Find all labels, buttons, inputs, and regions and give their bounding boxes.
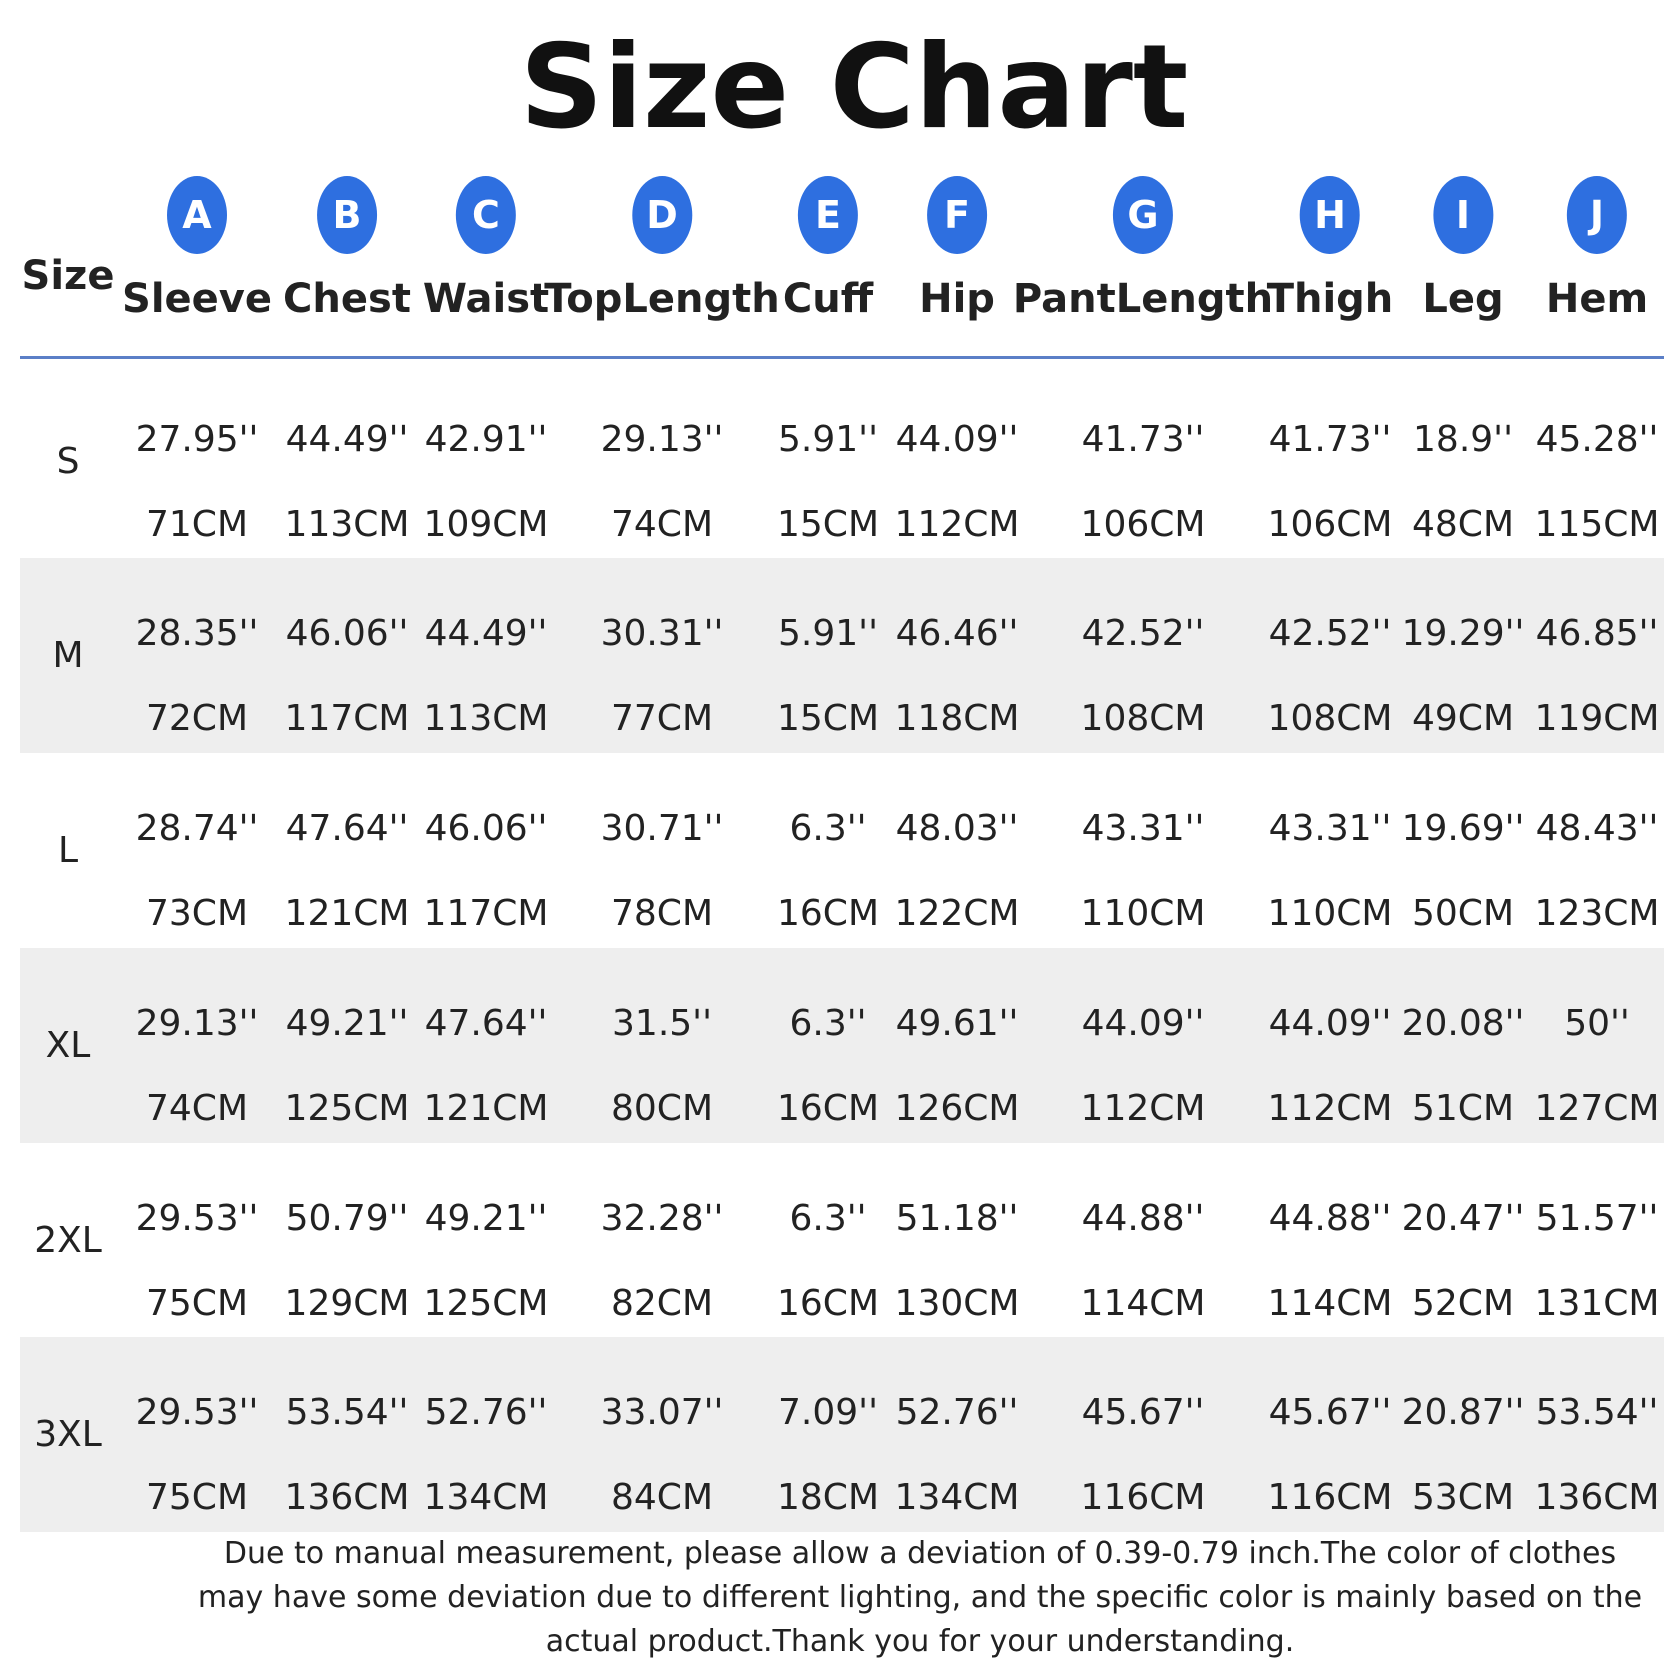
inch-value-cell: 44.09'' <box>1268 1003 1392 1044</box>
size-column-header: Size <box>21 253 115 299</box>
table-row <box>20 753 1664 948</box>
cm-value-cell: 71CM <box>145 504 249 545</box>
inch-value-cell: 30.71'' <box>600 808 724 849</box>
inch-value-cell: 19.69'' <box>1401 808 1525 849</box>
column-label: Chest <box>283 276 411 322</box>
inch-value-cell: 45.28'' <box>1535 419 1659 460</box>
cm-value-cell: 77CM <box>610 698 714 739</box>
cm-value-cell: 136CM <box>1534 1477 1660 1518</box>
inch-value-cell: 51.57'' <box>1535 1198 1659 1239</box>
column-header-cuff <box>783 176 873 356</box>
cm-value-cell: 73CM <box>145 893 249 934</box>
cm-value-cell: 78CM <box>610 893 714 934</box>
inch-value-cell: 41.73'' <box>1081 419 1205 460</box>
cm-value-cell: 53CM <box>1411 1477 1515 1518</box>
row-size-label: 2XL <box>34 1220 102 1261</box>
cm-value-cell: 16CM <box>776 1088 880 1129</box>
inch-value-cell: 5.91'' <box>778 613 878 654</box>
column-header-leg <box>1422 176 1503 356</box>
header-divider <box>20 356 1664 359</box>
column-letter-badge: B <box>317 176 377 254</box>
inch-value-cell: 53.54'' <box>285 1392 409 1433</box>
column-label: PantLength <box>1012 276 1274 322</box>
row-size-label: 3XL <box>34 1414 102 1455</box>
inch-value-cell: 44.88'' <box>1268 1198 1392 1239</box>
cm-value-cell: 16CM <box>776 1283 880 1324</box>
inch-value-cell: 28.35'' <box>135 613 259 654</box>
inch-value-cell: 44.09'' <box>895 419 1019 460</box>
cm-value-cell: 125CM <box>423 1283 549 1324</box>
inch-value-cell: 6.3'' <box>789 1003 867 1044</box>
column-letter-badge: E <box>798 176 858 254</box>
row-size-label: L <box>57 830 79 871</box>
cm-value-cell: 110CM <box>1267 893 1393 934</box>
cm-value-cell: 115CM <box>1534 504 1660 545</box>
inch-value-cell: 50'' <box>1564 1003 1630 1044</box>
cm-value-cell: 117CM <box>423 893 549 934</box>
cm-value-cell: 49CM <box>1411 698 1515 739</box>
inch-value-cell: 44.09'' <box>1081 1003 1205 1044</box>
inch-value-cell: 53.54'' <box>1535 1392 1659 1433</box>
inch-value-cell: 44.88'' <box>1081 1198 1205 1239</box>
cm-value-cell: 18CM <box>776 1477 880 1518</box>
cm-value-cell: 48CM <box>1411 504 1515 545</box>
inch-value-cell: 46.06'' <box>424 808 548 849</box>
inch-value-cell: 44.49'' <box>424 613 548 654</box>
row-size-label: M <box>52 635 84 676</box>
cm-value-cell: 82CM <box>610 1283 714 1324</box>
inch-value-cell: 45.67'' <box>1268 1392 1392 1433</box>
column-header-sleeve <box>122 176 272 356</box>
inch-value-cell: 28.74'' <box>135 808 259 849</box>
column-header-thigh <box>1267 176 1394 356</box>
inch-value-cell: 49.61'' <box>895 1003 1019 1044</box>
inch-value-cell: 47.64'' <box>424 1003 548 1044</box>
cm-value-cell: 74CM <box>145 1088 249 1129</box>
column-label: Hem <box>1545 276 1649 322</box>
inch-value-cell: 43.31'' <box>1268 808 1392 849</box>
inch-value-cell: 46.46'' <box>895 613 1019 654</box>
cm-value-cell: 113CM <box>284 504 410 545</box>
cm-value-cell: 80CM <box>610 1088 714 1129</box>
cm-value-cell: 114CM <box>1080 1283 1206 1324</box>
cm-value-cell: 117CM <box>284 698 410 739</box>
column-header-toplength <box>544 176 779 356</box>
inch-value-cell: 33.07'' <box>600 1392 724 1433</box>
column-letter-badge: A <box>167 176 227 254</box>
cm-value-cell: 127CM <box>1534 1088 1660 1129</box>
inch-value-cell: 30.31'' <box>600 613 724 654</box>
inch-value-cell: 29.13'' <box>600 419 724 460</box>
inch-value-cell: 49.21'' <box>285 1003 409 1044</box>
table-row <box>20 1337 1664 1532</box>
table-row <box>20 558 1664 753</box>
inch-value-cell: 7.09'' <box>778 1392 878 1433</box>
column-letter-badge: I <box>1433 176 1493 254</box>
cm-value-cell: 118CM <box>894 698 1020 739</box>
column-letter-badge: G <box>1113 176 1173 254</box>
inch-value-cell: 43.31'' <box>1081 808 1205 849</box>
inch-value-cell: 49.21'' <box>424 1198 548 1239</box>
inch-value-cell: 19.29'' <box>1401 613 1525 654</box>
inch-value-cell: 46.85'' <box>1535 613 1659 654</box>
cm-value-cell: 108CM <box>1080 698 1206 739</box>
inch-value-cell: 52.76'' <box>895 1392 1019 1433</box>
cm-value-cell: 123CM <box>1534 893 1660 934</box>
row-size-label: XL <box>45 1025 91 1066</box>
cm-value-cell: 74CM <box>610 504 714 545</box>
cm-value-cell: 75CM <box>145 1283 249 1324</box>
inch-value-cell: 42.91'' <box>424 419 548 460</box>
cm-value-cell: 112CM <box>1267 1088 1393 1129</box>
cm-value-cell: 108CM <box>1267 698 1393 739</box>
column-header-hip <box>919 176 995 356</box>
inch-value-cell: 20.47'' <box>1401 1198 1525 1239</box>
column-letter-badge: H <box>1300 176 1360 254</box>
cm-value-cell: 106CM <box>1080 504 1206 545</box>
inch-value-cell: 6.3'' <box>789 1198 867 1239</box>
table-row <box>20 948 1664 1143</box>
inch-value-cell: 18.9'' <box>1413 419 1513 460</box>
column-label: Thigh <box>1266 276 1394 322</box>
cm-value-cell: 113CM <box>423 698 549 739</box>
inch-value-cell: 41.73'' <box>1268 419 1392 460</box>
page-title: Size Chart <box>519 20 1189 155</box>
cm-value-cell: 134CM <box>894 1477 1020 1518</box>
column-label: Hip <box>919 276 995 322</box>
cm-value-cell: 131CM <box>1534 1283 1660 1324</box>
cm-value-cell: 15CM <box>776 504 880 545</box>
cm-value-cell: 52CM <box>1411 1283 1515 1324</box>
cm-value-cell: 15CM <box>776 698 880 739</box>
inch-value-cell: 29.13'' <box>135 1003 259 1044</box>
inch-value-cell: 32.28'' <box>600 1198 724 1239</box>
cm-value-cell: 114CM <box>1267 1283 1393 1324</box>
inch-value-cell: 27.95'' <box>135 419 259 460</box>
cm-value-cell: 125CM <box>284 1088 410 1129</box>
cm-value-cell: 116CM <box>1267 1477 1393 1518</box>
inch-value-cell: 45.67'' <box>1081 1392 1205 1433</box>
cm-value-cell: 84CM <box>610 1477 714 1518</box>
cm-value-cell: 122CM <box>894 893 1020 934</box>
column-label: TopLength <box>544 276 780 322</box>
cm-value-cell: 134CM <box>423 1477 549 1518</box>
cm-value-cell: 136CM <box>284 1477 410 1518</box>
inch-value-cell: 51.18'' <box>895 1198 1019 1239</box>
cm-value-cell: 129CM <box>284 1283 410 1324</box>
column-header-hem <box>1546 176 1648 356</box>
column-header-pantlength <box>1013 176 1273 356</box>
inch-value-cell: 20.87'' <box>1401 1392 1525 1433</box>
cm-value-cell: 130CM <box>894 1283 1020 1324</box>
column-header-chest <box>283 176 411 356</box>
table-row <box>20 364 1664 559</box>
inch-value-cell: 46.06'' <box>285 613 409 654</box>
inch-value-cell: 20.08'' <box>1401 1003 1525 1044</box>
cm-value-cell: 72CM <box>145 698 249 739</box>
cm-value-cell: 50CM <box>1411 893 1515 934</box>
cm-value-cell: 126CM <box>894 1088 1020 1129</box>
column-letter-badge: F <box>927 176 987 254</box>
inch-value-cell: 52.76'' <box>424 1392 548 1433</box>
column-letter-badge: C <box>456 176 516 254</box>
column-label: Leg <box>1422 276 1504 322</box>
inch-value-cell: 47.64'' <box>285 808 409 849</box>
inch-value-cell: 29.53'' <box>135 1392 259 1433</box>
table-row <box>20 1143 1664 1338</box>
column-label: Cuff <box>782 276 874 322</box>
inch-value-cell: 48.43'' <box>1535 808 1659 849</box>
inch-value-cell: 48.03'' <box>895 808 1019 849</box>
cm-value-cell: 112CM <box>1080 1088 1206 1129</box>
cm-value-cell: 112CM <box>894 504 1020 545</box>
inch-value-cell: 29.53'' <box>135 1198 259 1239</box>
inch-value-cell: 5.91'' <box>778 419 878 460</box>
inch-value-cell: 44.49'' <box>285 419 409 460</box>
inch-value-cell: 42.52'' <box>1081 613 1205 654</box>
cm-value-cell: 119CM <box>1534 698 1660 739</box>
measurement-note: Due to manual measurement, please allow a deviation of 0.39-0.79 inch.The color of clothes may have some deviation due to different lighting, and the specific color is mainly based on the actual product.Thank you for your understanding. <box>197 1536 1643 1659</box>
cm-value-cell: 110CM <box>1080 893 1206 934</box>
column-label: Sleeve <box>122 276 272 322</box>
column-letter-badge: J <box>1567 176 1627 254</box>
column-label: Waist <box>422 276 550 322</box>
inch-value-cell: 42.52'' <box>1268 613 1392 654</box>
row-size-label: S <box>56 441 80 482</box>
inch-value-cell: 31.5'' <box>612 1003 712 1044</box>
cm-value-cell: 121CM <box>423 1088 549 1129</box>
cm-value-cell: 75CM <box>145 1477 249 1518</box>
cm-value-cell: 16CM <box>776 893 880 934</box>
column-header-waist <box>423 176 549 356</box>
cm-value-cell: 109CM <box>423 504 549 545</box>
cm-value-cell: 116CM <box>1080 1477 1206 1518</box>
inch-value-cell: 50.79'' <box>285 1198 409 1239</box>
cm-value-cell: 121CM <box>284 893 410 934</box>
inch-value-cell: 6.3'' <box>789 808 867 849</box>
cm-value-cell: 51CM <box>1411 1088 1515 1129</box>
column-letter-badge: D <box>632 176 692 254</box>
cm-value-cell: 106CM <box>1267 504 1393 545</box>
